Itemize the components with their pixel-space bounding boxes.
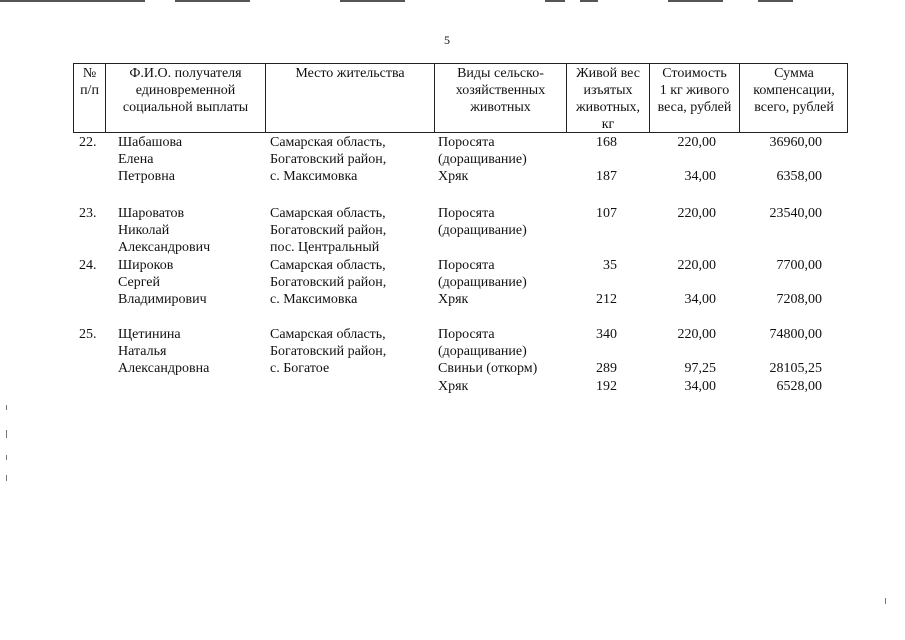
address-line: Богатовский район,: [270, 275, 387, 291]
total-sum: 28105,25: [769, 361, 822, 377]
animal-type-line: Поросята: [438, 206, 495, 221]
animal-type-line: Хряк: [438, 169, 469, 185]
col-header-animal-type: [435, 65, 566, 116]
table-header: [73, 63, 848, 133]
live-weight: 187: [596, 169, 617, 185]
total-sum: 36960,00: [769, 135, 822, 150]
animal-type-line: (доращивание): [438, 275, 527, 291]
price-per-kg: 34,00: [684, 292, 716, 308]
header-line: социальной выплаты: [122, 100, 249, 115]
header-line: Стоимость: [662, 66, 727, 81]
row-number: 24.: [79, 258, 97, 273]
scan-mark: [6, 475, 7, 481]
recipient-name-line: Наталья: [118, 344, 167, 360]
header-line: животных,: [575, 100, 640, 115]
total-sum: 23540,00: [769, 206, 822, 221]
price-per-kg: 220,00: [677, 135, 716, 150]
price-per-kg: 220,00: [677, 258, 716, 273]
total-sum: 7208,00: [776, 292, 822, 308]
scan-mark: [6, 405, 7, 410]
live-weight: 212: [596, 292, 617, 308]
header-line: Сумма: [774, 66, 814, 81]
col-header-price-per-kg: [650, 65, 739, 116]
animal-type-line: Поросята: [438, 258, 495, 273]
total-sum: 6358,00: [776, 169, 822, 185]
animal-type-line: Поросята: [438, 327, 495, 342]
col-header-recipient: [106, 65, 265, 116]
scan-mark: [885, 598, 886, 604]
total-sum: 7700,00: [776, 258, 822, 273]
address-line: Самарская область,: [270, 206, 386, 221]
row-number: 22.: [79, 135, 97, 150]
header-line: изъятых: [583, 83, 633, 98]
recipient-name-line: Щетинина: [118, 327, 181, 342]
col-header-residence: [266, 65, 434, 82]
price-per-kg: 34,00: [684, 169, 716, 185]
row-number: 25.: [79, 327, 97, 342]
address-line: с. Максимовка: [270, 292, 358, 308]
animal-type-line: Хряк: [438, 378, 469, 394]
animal-type-line: (доращивание): [438, 152, 527, 168]
recipient-name-line: Александровна: [118, 361, 210, 377]
recipient-name-line: Шароватов: [118, 206, 185, 221]
recipient-name-line: Елена: [118, 152, 154, 168]
price-per-kg: 220,00: [677, 206, 716, 221]
address-line: Богатовский район,: [270, 344, 387, 360]
recipient-name-line: Сергей: [118, 275, 160, 291]
address-line: Самарская область,: [270, 135, 386, 150]
header-line: животных: [470, 100, 531, 115]
animal-type-line: Поросята: [438, 135, 495, 150]
price-per-kg: 220,00: [677, 327, 716, 342]
header-line: хозяйственных: [455, 83, 546, 98]
col-header-num: [74, 65, 105, 99]
header-line: Ф.И.О. получателя: [129, 66, 242, 81]
live-weight: 192: [596, 378, 617, 394]
page-number: 5: [444, 33, 450, 47]
recipient-name-line: Александрович: [118, 240, 211, 256]
row-number: 23.: [79, 206, 97, 221]
animal-type-line: (доращивание): [438, 344, 527, 360]
header-line: 1 кг живого: [659, 83, 730, 98]
address-line: с. Максимовка: [270, 169, 358, 185]
scan-mark: [6, 455, 7, 460]
recipient-name-line: Широков: [118, 258, 174, 273]
address-line: Самарская область,: [270, 258, 386, 273]
address-line: Богатовский район,: [270, 152, 387, 168]
address-line: пос. Центральный: [270, 240, 380, 256]
scan-mark: [6, 430, 7, 438]
header-line: Виды сельско-: [457, 66, 544, 81]
scan-top-edge: [0, 0, 905, 3]
price-per-kg: 34,00: [684, 378, 716, 394]
total-sum: 6528,00: [776, 378, 822, 394]
header-line: веса, рублей: [657, 100, 732, 115]
recipient-name-line: Николай: [118, 223, 170, 239]
recipient-name-line: Владимирович: [118, 292, 207, 308]
header-line: п/п: [80, 83, 99, 98]
header-line: Живой вес: [576, 66, 640, 81]
header-line: кг: [601, 117, 615, 132]
address-line: Самарская область,: [270, 327, 386, 342]
address-line: Богатовский район,: [270, 223, 387, 239]
col-header-total-sum: [740, 65, 848, 116]
live-weight: 168: [596, 135, 617, 150]
recipient-name-line: Петровна: [118, 169, 175, 185]
header-line: единовременной: [135, 83, 236, 98]
col-header-live-weight: [567, 65, 649, 133]
header-line: всего, рублей: [754, 100, 834, 115]
header-line: Место жительства: [295, 66, 405, 81]
live-weight: 107: [596, 206, 617, 221]
total-sum: 74800,00: [769, 327, 822, 342]
animal-type-line: Хряк: [438, 292, 469, 308]
live-weight: 289: [596, 361, 617, 377]
live-weight: 35: [603, 258, 617, 273]
price-per-kg: 97,25: [684, 361, 716, 377]
recipient-name-line: Шабашова: [118, 135, 183, 150]
animal-type-line: (доращивание): [438, 223, 527, 239]
header-line: компенсации,: [753, 83, 835, 98]
animal-type-line: Свиньи (откорм): [438, 361, 538, 377]
live-weight: 340: [596, 327, 617, 342]
address-line: с. Богатое: [270, 361, 330, 377]
header-line: №: [82, 66, 97, 81]
